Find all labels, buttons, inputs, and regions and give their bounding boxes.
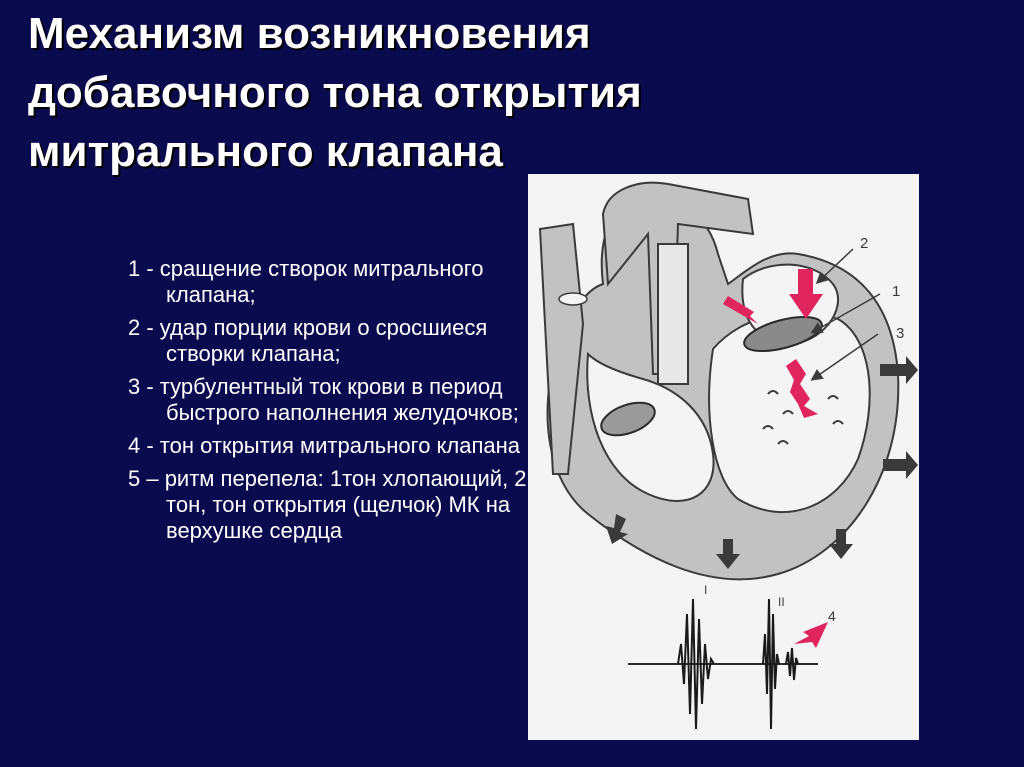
title-line-3: митрального клапана — [28, 127, 503, 176]
list-item-1: 1 - сращение створок митрального клапана; — [128, 256, 484, 307]
opening-snap-arrow — [794, 622, 828, 648]
title-line-1: Механизм возникновения — [28, 9, 591, 58]
marker-label-4: 4 — [828, 608, 836, 624]
slide-title — [28, 4, 928, 181]
phono-second-tone — [763, 599, 779, 729]
list-item-4: 4 - тон открытия митрального клапана — [128, 433, 521, 458]
list-item-5: 5 – ритм перепела: 1тон хлопающий, 2 тон, тон открытия (щелчок) МК на верхушке сердца — [128, 466, 527, 543]
list-item-3: 3 - турбулентный ток крови в период быстрого наполнения желудочков; — [128, 374, 519, 425]
heart-diagram — [528, 174, 919, 740]
mechanism-list — [128, 256, 528, 551]
list-item-2: 2 - удар порции крови о сросшиеся створки клапана; — [128, 315, 488, 366]
marker-label-3: 3 — [896, 325, 905, 342]
pulmonary-trunk — [658, 244, 688, 384]
marker-label-1: 1 — [892, 283, 901, 300]
vessel-opening — [559, 293, 587, 305]
phono-label-i: I — [704, 583, 708, 597]
marker-label-2: 2 — [860, 235, 869, 252]
title-line-2: добавочного тона открытия — [28, 68, 642, 117]
heart-diagram-svg — [528, 174, 919, 740]
phono-label-ii: II — [778, 595, 785, 609]
